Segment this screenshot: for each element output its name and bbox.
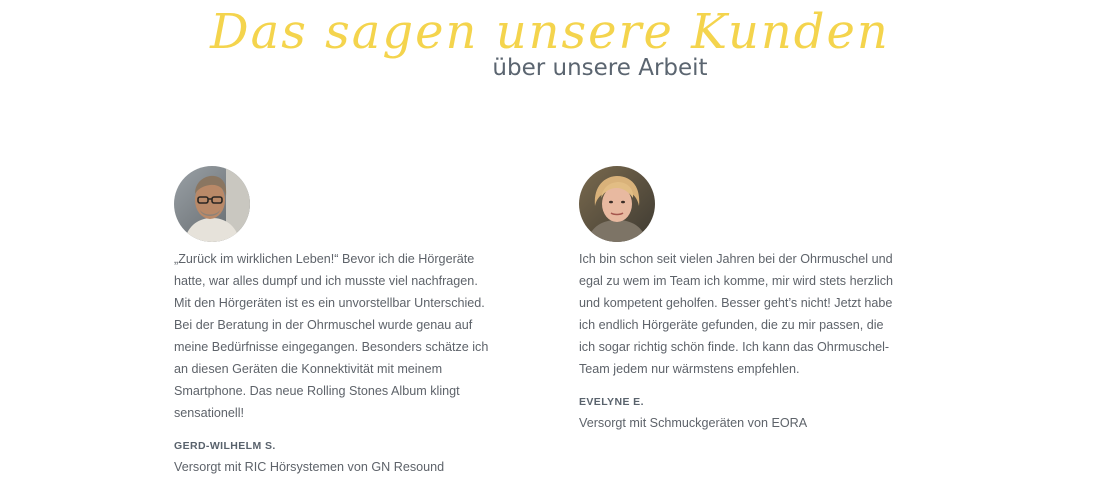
testimonial-card: [579, 166, 909, 433]
section-title: Das sagen unsere Kunden: [210, 4, 890, 60]
testimonial-author: GERD-WILHELM S.: [174, 440, 276, 452]
testimonial-author: EVELYNE E.: [579, 396, 644, 408]
testimonial-product: Versorgt mit Schmuckgeräten von EORA: [579, 416, 808, 430]
testimonial-card: [174, 166, 504, 477]
testimonial-quote: Ich bin schon seit vielen Jahren bei der Ohrmuschel und egal zu wem im Team ich komme, mir wird stets herzlich und kompetent geholfen. Besser geht’s nicht! Jetzt habe ich endlich Hörgeräte gefunden, die zu mir passen, die ich sogar richtig schön finde. Ich kann das Ohrmuschel-Team jedem nur wärmstens empfehlen.: [579, 252, 893, 376]
section-subtitle: über unsere Arbeit: [492, 55, 708, 81]
testimonial-quote: „Zurück im wirklichen Leben!“ Bevor ich die Hörgeräte hatte, war alles dumpf und ich musste viel nachfragen. Mit den Hörgeräten ist es ein unvorstellbar Unterschied. Bei der Beratung in der Ohrmuschel wurde genau auf meine Bedürfnisse eingegangen. Besonders schätze ich an diesen Geräten die Konnektivität mit meinem Smartphone. Das neue Rolling Stones Album klingt sensationell!: [174, 252, 489, 420]
testimonial-product: Versorgt mit RIC Hörsystemen von GN Resound: [174, 460, 445, 474]
avatar: [579, 166, 655, 242]
avatar: [174, 166, 250, 242]
